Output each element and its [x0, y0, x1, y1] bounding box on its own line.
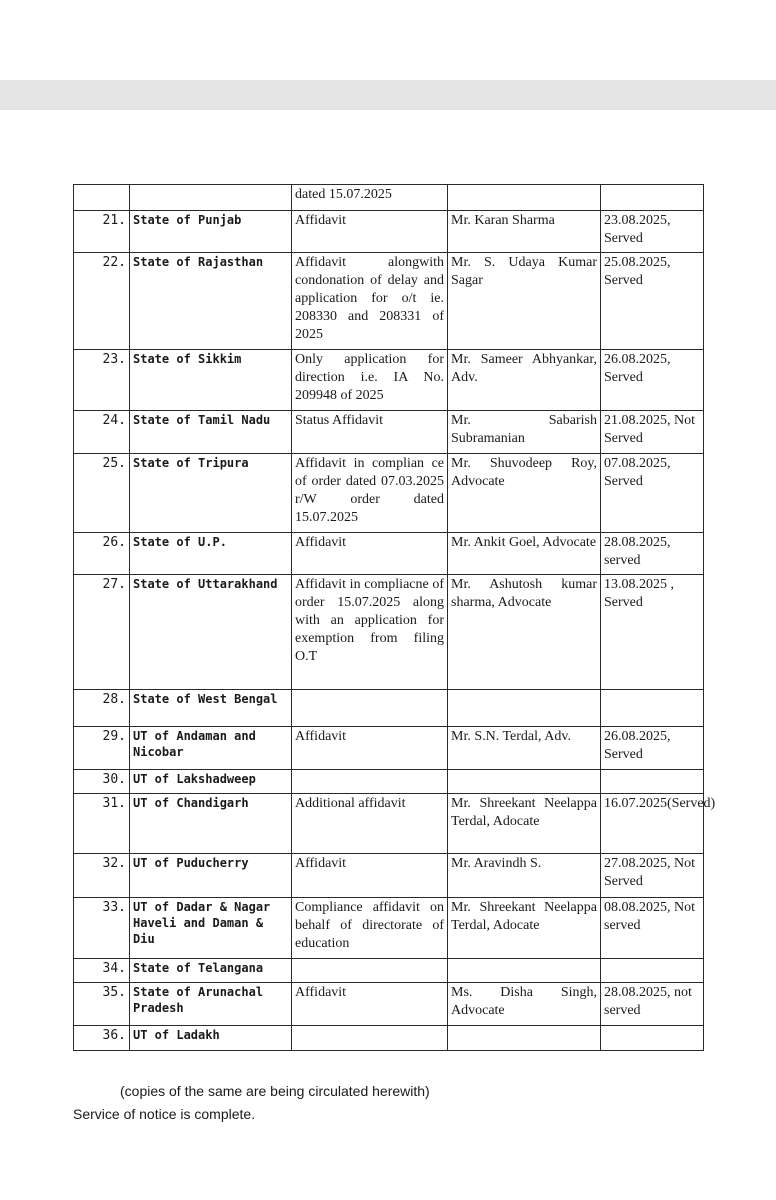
row-number: 31. [74, 794, 130, 854]
document-filed: Affidavit [292, 854, 448, 898]
service-status: 16.07.2025(Served) [601, 794, 704, 854]
advocate-name: Mr. Shreekant Neelappa Terdal, Adocate [448, 794, 601, 854]
row-number: 26. [74, 533, 130, 575]
party-name: State of West Bengal [130, 690, 292, 727]
table-row [74, 533, 704, 575]
document-filed: dated 15.07.2025 [292, 185, 448, 211]
party-name: UT of Puducherry [130, 854, 292, 898]
service-status: 08.08.2025, Not served [601, 898, 704, 959]
advocate-name [448, 770, 601, 794]
advocate-name: Mr. Aravindh S. [448, 854, 601, 898]
table-row [74, 770, 704, 794]
table-row [74, 411, 704, 454]
table-row [74, 1026, 704, 1051]
document-filed: Status Affidavit [292, 411, 448, 454]
top-band [0, 80, 776, 110]
table-row [74, 898, 704, 959]
document-filed [292, 959, 448, 983]
row-number: 28. [74, 690, 130, 727]
party-name: State of Punjab [130, 211, 292, 253]
service-note: Service of notice is complete. [73, 1106, 256, 1122]
service-status: 28.08.2025, not served [601, 983, 704, 1026]
service-status: 28.08.2025, served [601, 533, 704, 575]
service-status: 23.08.2025, Served [601, 211, 704, 253]
service-status [601, 959, 704, 983]
service-status [601, 770, 704, 794]
circulation-note: (copies of the same are being circulated herewith) [120, 1083, 430, 1099]
service-status: 07.08.2025, Served [601, 454, 704, 533]
row-number: 34. [74, 959, 130, 983]
document-filed: Affidavit [292, 533, 448, 575]
service-status: 13.08.2025 , Served [601, 575, 704, 690]
table-row [74, 454, 704, 533]
service-status: 21.08.2025, Not Served [601, 411, 704, 454]
document-filed [292, 690, 448, 727]
row-number: 32. [74, 854, 130, 898]
document-filed: Affidavit in complian ce of order dated 07.03.2025 r/W order dated 15.07.2025 [292, 454, 448, 533]
table-row [74, 253, 704, 350]
party-name: State of U.P. [130, 533, 292, 575]
document-filed: Only application for direction i.e. IA No. 209948 of 2025 [292, 350, 448, 411]
advocate-name: Mr. Shreekant Neelappa Terdal, Adocate [448, 898, 601, 959]
service-status: 26.08.2025, Served [601, 350, 704, 411]
table-row [74, 575, 704, 690]
party-name: UT of Dadar & Nagar Haveli and Daman & Diu [130, 898, 292, 959]
advocate-name: Mr. S.N. Terdal, Adv. [448, 727, 601, 770]
advocate-name [448, 1026, 601, 1051]
table-row [74, 690, 704, 727]
table-row [74, 350, 704, 411]
row-number: 36. [74, 1026, 130, 1051]
advocate-name: Mr. S. Udaya Kumar Sagar [448, 253, 601, 350]
party-name: State of Sikkim [130, 350, 292, 411]
table-row [74, 854, 704, 898]
service-status [601, 1026, 704, 1051]
party-name: UT of Ladakh [130, 1026, 292, 1051]
advocate-name: Mr. Sameer Abhyankar, Adv. [448, 350, 601, 411]
document-filed: Affidavit [292, 727, 448, 770]
row-number: 33. [74, 898, 130, 959]
advocate-name: Mr. Sabarish Subramanian [448, 411, 601, 454]
table-row [74, 211, 704, 253]
document-filed [292, 770, 448, 794]
party-name: State of Arunachal Pradesh [130, 983, 292, 1026]
table-row [74, 983, 704, 1026]
party-name [130, 185, 292, 211]
document-filed: Additional affidavit [292, 794, 448, 854]
document-filed: Compliance affidavit on behalf of directorate of education [292, 898, 448, 959]
advocate-name: Mr. Ankit Goel, Advocate [448, 533, 601, 575]
row-number: 35. [74, 983, 130, 1026]
row-number: 29. [74, 727, 130, 770]
party-name: UT of Lakshadweep [130, 770, 292, 794]
service-status-table [73, 184, 716, 1051]
document-filed: Affidavit in compliacne of order 15.07.2025 along with an application for exemption from filing O.T [292, 575, 448, 690]
table-row [74, 794, 704, 854]
row-number: 24. [74, 411, 130, 454]
advocate-name: Mr. Shuvodeep Roy, Advocate [448, 454, 601, 533]
row-number: 27. [74, 575, 130, 690]
table-row [74, 959, 704, 983]
party-name: State of Telangana [130, 959, 292, 983]
party-name: UT of Andaman and Nicobar [130, 727, 292, 770]
document-filed: Affidavit [292, 983, 448, 1026]
service-status [601, 690, 704, 727]
advocate-name [448, 959, 601, 983]
service-status [601, 185, 704, 211]
party-name: State of Uttarakhand [130, 575, 292, 690]
party-name: State of Rajasthan [130, 253, 292, 350]
row-number [74, 185, 130, 211]
service-status: 26.08.2025, Served [601, 727, 704, 770]
party-name: UT of Chandigarh [130, 794, 292, 854]
row-number: 22. [74, 253, 130, 350]
service-status: 27.08.2025, Not Served [601, 854, 704, 898]
advocate-name: Mr. Karan Sharma [448, 211, 601, 253]
advocate-name [448, 185, 601, 211]
service-status: 25.08.2025, Served [601, 253, 704, 350]
advocate-name [448, 690, 601, 727]
party-name: State of Tripura [130, 454, 292, 533]
document-filed [292, 1026, 448, 1051]
party-name: State of Tamil Nadu [130, 411, 292, 454]
advocate-name: Mr. Ashutosh kumar sharma, Advocate [448, 575, 601, 690]
table-row [74, 727, 704, 770]
row-number: 23. [74, 350, 130, 411]
advocate-name: Ms. Disha Singh, Advocate [448, 983, 601, 1026]
row-number: 30. [74, 770, 130, 794]
row-number: 21. [74, 211, 130, 253]
document-filed: Affidavit [292, 211, 448, 253]
table-row [74, 185, 704, 211]
document-filed: Affidavit alongwith condonation of delay and application for o/t ie. 208330 and 208331 of 2025 [292, 253, 448, 350]
row-number: 25. [74, 454, 130, 533]
